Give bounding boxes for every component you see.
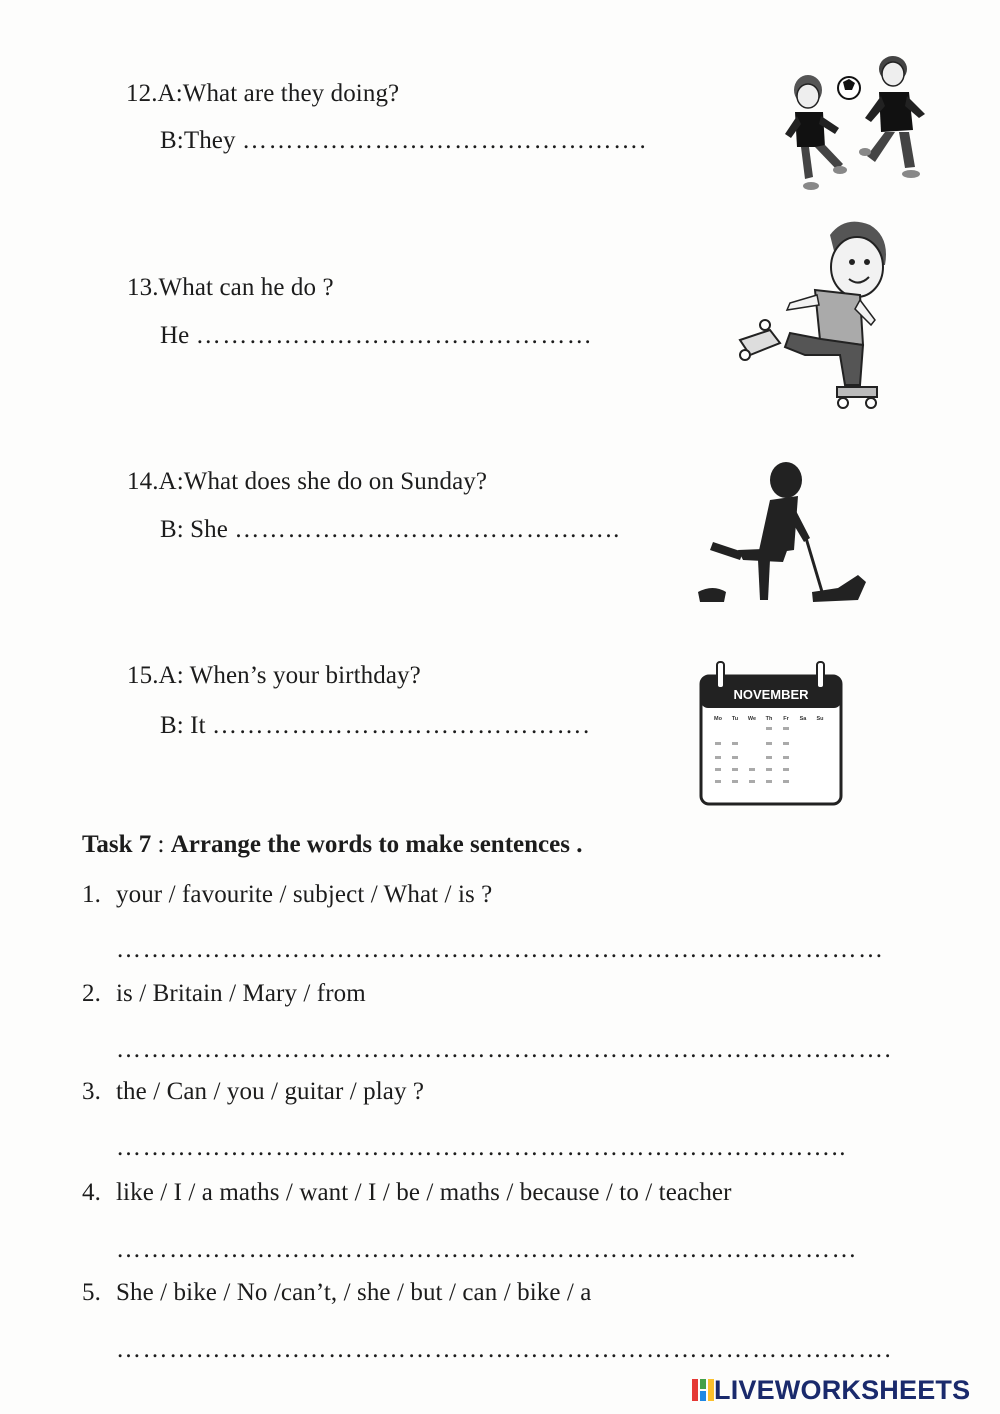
calendar-month-label: NOVEMBER xyxy=(733,687,809,702)
task-7-title xyxy=(82,831,582,859)
calendar-day-sa: Sa xyxy=(799,716,807,722)
task-7-item-2-words: is / Britain / Mary / from xyxy=(116,980,366,1007)
november-calendar-picture xyxy=(697,660,845,808)
task-7-item-2-answer-dots[interactable]: ……………………………………………………………………………. xyxy=(116,1036,893,1063)
task-7-item-5-words: She / bike / No /can’t, / she / but / can / bike / a xyxy=(116,1279,592,1306)
task-7-item-2 xyxy=(82,980,366,1008)
question-14-answer-prefix: B: She xyxy=(160,516,228,543)
task-7-item-5-answer-dots[interactable]: ……………………………………………………………………………. xyxy=(116,1336,893,1363)
question-13-prompt: 13.What can he do ? xyxy=(127,274,334,301)
task-7-item-5-number: 5. xyxy=(82,1279,101,1306)
calendar-day-fr: Fr xyxy=(783,716,789,722)
calendar-day-tu: Tu xyxy=(731,716,739,722)
task-7-item-3 xyxy=(82,1078,424,1106)
question-14-prompt: 14.A:What does she do on Sunday? xyxy=(127,468,488,495)
task-7-instruction: Arrange the words to make sentences . xyxy=(170,831,583,858)
question-12-prompt: 12.A:What are they doing? xyxy=(126,80,400,107)
question-12-answer-dots[interactable]: ………………………………………. xyxy=(241,127,648,154)
task-7-item-3-number: 3. xyxy=(82,1078,101,1105)
task-7-item-3-answer-dots[interactable]: ……………………………………………………………………….. xyxy=(116,1134,847,1161)
task-7-label: Task 7 xyxy=(82,831,152,858)
task-7-item-1-number: 1. xyxy=(82,881,101,908)
question-12-answer-line xyxy=(160,127,647,155)
question-13-answer-dots[interactable]: ……………………………………… xyxy=(195,322,594,349)
question-12-answer-prefix: B:They xyxy=(160,127,236,154)
question-15-prompt: 15.A: When’s your birthday? xyxy=(127,662,421,689)
question-15-answer-prefix: B: It xyxy=(160,712,206,739)
task-7-item-1 xyxy=(82,881,492,909)
liveworksheets-logo-icon xyxy=(692,1377,714,1403)
girl-sweeping-floor-picture xyxy=(698,460,873,608)
task-7-item-5 xyxy=(82,1279,591,1307)
task-7-item-4-number: 4. xyxy=(82,1179,101,1206)
question-13-answer-prefix: He xyxy=(160,322,190,349)
task-7-item-1-answer-dots[interactable]: …………………………………………………………………………… xyxy=(116,936,885,963)
boy-roller-skating-picture xyxy=(735,215,895,410)
calendar-day-su: Su xyxy=(816,716,824,722)
calendar-day-we: We xyxy=(747,716,757,722)
task-7-item-4-words: like / I / a maths / want / I / be / maths / because / to / teacher xyxy=(116,1179,732,1206)
task-7-item-2-number: 2. xyxy=(82,980,101,1007)
calendar-day-th: Th xyxy=(765,716,773,722)
calendar-day-mo: Mo xyxy=(714,716,722,722)
liveworksheets-logo xyxy=(692,1372,970,1408)
question-13-answer-line xyxy=(160,322,593,350)
task-7-item-1-words: your / favourite / subject / What / is ? xyxy=(116,881,493,908)
task-7-item-4 xyxy=(82,1179,732,1207)
question-15-answer-dots[interactable]: ……………………………………. xyxy=(212,712,591,739)
task-7-colon: : xyxy=(151,831,171,858)
task-7-item-3-words: the / Can / you / guitar / play ? xyxy=(116,1078,425,1105)
question-14-answer-dots[interactable]: …………………………………….. xyxy=(234,516,621,543)
liveworksheets-logo-text: LIVEWORKSHEETS xyxy=(714,1374,971,1405)
question-14-answer-line xyxy=(160,516,621,544)
question-15-answer-line xyxy=(160,712,591,740)
boys-playing-football-picture xyxy=(785,52,935,197)
task-7-item-4-answer-dots[interactable]: ………………………………………………………………………… xyxy=(116,1236,858,1263)
